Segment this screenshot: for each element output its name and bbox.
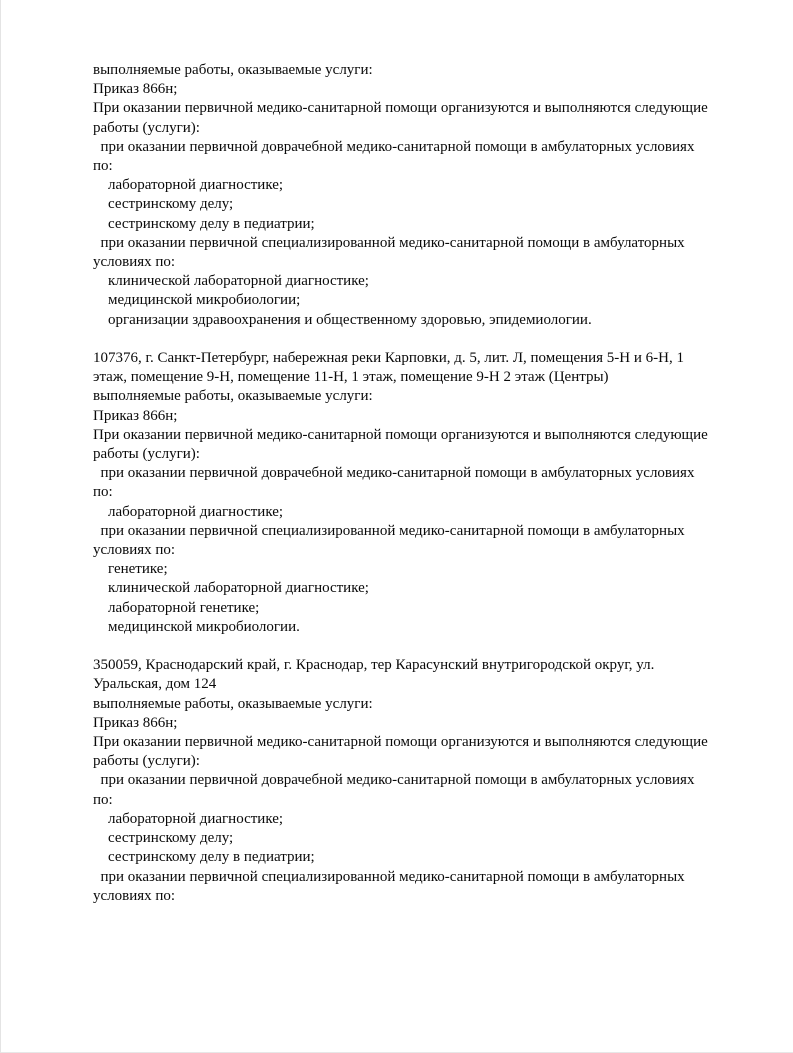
text-line: при оказании первичной специализированной медико-санитарной помощи в амбулаторных bbox=[93, 234, 685, 251]
text-line: Приказ 866н; bbox=[93, 407, 178, 424]
text-line: при оказании первичной доврачебной медико-санитарной помощи в амбулаторных условиях bbox=[93, 138, 695, 155]
text-line: организации здравоохранения и общественному здоровью, эпидемиологии. bbox=[93, 311, 592, 328]
text-line: работы (услуги): bbox=[93, 753, 200, 770]
text-line: При оказании первичной медико-санитарной помощи организуются и выполняются следующие bbox=[93, 100, 708, 117]
text-line: лабораторной диагностике; bbox=[93, 503, 284, 520]
text-line: условиях по: bbox=[93, 542, 176, 559]
text-line: 107376, г. Санкт-Петербург, набережная реки Карповки, д. 5, лит. Л, помещения 5-Н и 6-Н, 1 bbox=[93, 350, 684, 367]
text-line: при оказании первичной специализированной медико-санитарной помощи в амбулаторных bbox=[93, 868, 685, 885]
text-line: сестринскому делу; bbox=[93, 830, 234, 847]
text-line: работы (услуги): bbox=[93, 119, 200, 136]
text-line: медицинской микробиологии. bbox=[93, 618, 300, 635]
license-works-and-services-text bbox=[93, 61, 758, 906]
text-line: работы (услуги): bbox=[93, 446, 200, 463]
text-line: сестринскому делу; bbox=[93, 196, 234, 213]
text-line: по: bbox=[93, 158, 113, 175]
text-line: сестринскому делу в педиатрии; bbox=[93, 215, 315, 232]
text-line: при оказании первичной доврачебной медико-санитарной помощи в амбулаторных условиях bbox=[93, 772, 695, 789]
text-line: выполняемые работы, оказываемые услуги: bbox=[93, 388, 373, 405]
text-line: при оказании первичной специализированной медико-санитарной помощи в амбулаторных bbox=[93, 522, 685, 539]
text-line: клинической лабораторной диагностике; bbox=[93, 273, 369, 290]
address-services-block-1 bbox=[93, 61, 758, 330]
text-line: При оказании первичной медико-санитарной помощи организуются и выполняются следующие bbox=[93, 426, 708, 443]
text-line: по: bbox=[93, 484, 113, 501]
text-line: условиях по: bbox=[93, 254, 176, 271]
text-line: Приказ 866н; bbox=[93, 714, 178, 731]
text-line: выполняемые работы, оказываемые услуги: bbox=[93, 62, 373, 78]
text-line: лабораторной диагностике; bbox=[93, 810, 284, 827]
text-line: при оказании первичной доврачебной медико-санитарной помощи в амбулаторных условиях bbox=[93, 465, 695, 482]
text-line: лабораторной генетике; bbox=[93, 599, 260, 616]
text-line: выполняемые работы, оказываемые услуги: bbox=[93, 695, 373, 712]
text-line: сестринскому делу в педиатрии; bbox=[93, 849, 315, 866]
text-line: Приказ 866н; bbox=[93, 81, 178, 98]
text-line: условиях по: bbox=[93, 887, 176, 904]
text-line: 350059, Краснодарский край, г. Краснодар, тер Карасунский внутригородской округ, ул. bbox=[93, 657, 655, 674]
text-line: клинической лабораторной диагностике; bbox=[93, 580, 369, 597]
text-line: генетике; bbox=[93, 561, 168, 578]
address-services-block-2 bbox=[93, 349, 758, 637]
text-line: этаж, помещение 9-Н, помещение 11-Н, 1 этаж, помещение 9-Н 2 этаж (Центры) bbox=[93, 369, 609, 386]
text-line: Уральская, дом 124 bbox=[93, 676, 217, 693]
text-line: При оказании первичной медико-санитарной помощи организуются и выполняются следующие bbox=[93, 734, 708, 751]
text-line: лабораторной диагностике; bbox=[93, 177, 284, 194]
text-line: медицинской микробиологии; bbox=[93, 292, 301, 309]
text-line: по: bbox=[93, 791, 113, 808]
address-services-block-3 bbox=[93, 656, 758, 906]
